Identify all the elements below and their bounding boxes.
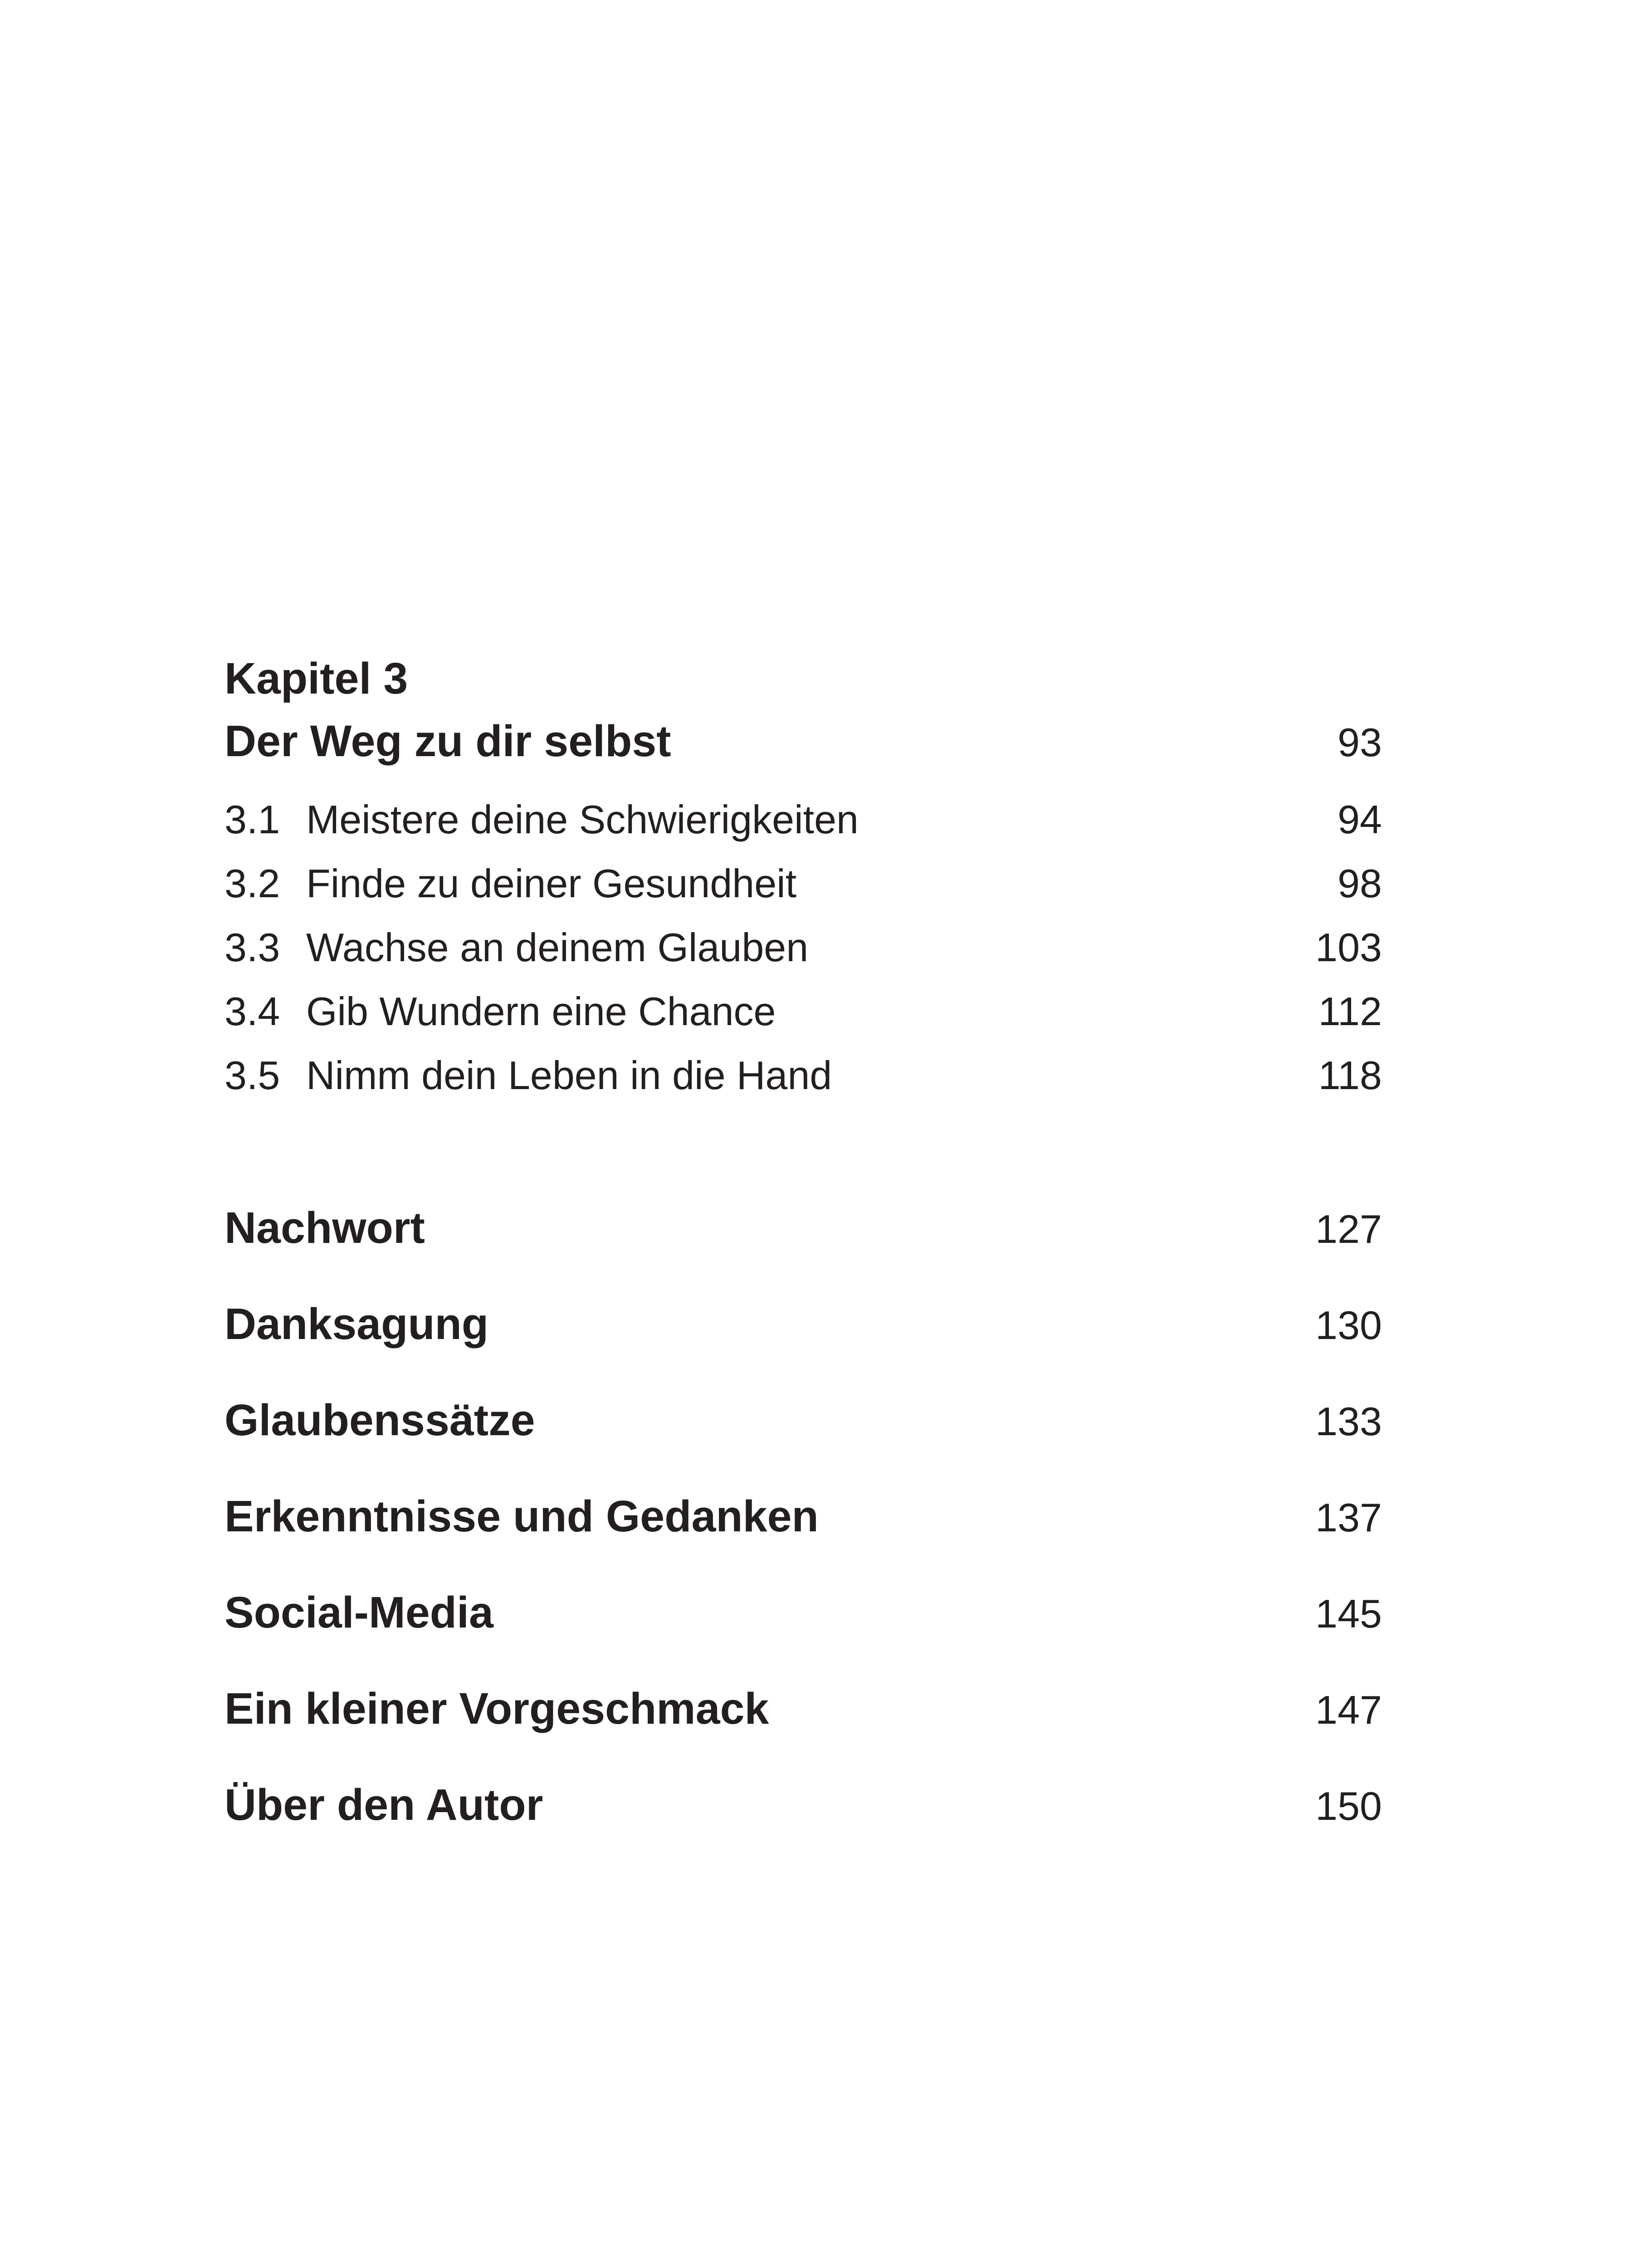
toc-appendix-row xyxy=(225,1299,1382,1349)
toc-appendix-row xyxy=(225,1491,1382,1542)
appendix-page-number: 137 xyxy=(1315,1495,1382,1540)
appendix-page-number: 133 xyxy=(1315,1399,1382,1444)
chapter-title: Der Weg zu dir selbst xyxy=(225,716,671,766)
chapter-label-row xyxy=(225,653,1382,704)
appendix-title: Danksagung xyxy=(225,1299,489,1349)
appendix-page-number: 130 xyxy=(1315,1303,1382,1348)
section-title: Wachse an deinem Glauben xyxy=(306,925,809,970)
appendix-title: Über den Autor xyxy=(225,1780,543,1829)
section-page-number: 98 xyxy=(1338,861,1382,906)
section-page-number: 118 xyxy=(1318,1053,1382,1098)
toc-section-row xyxy=(225,860,1382,907)
section-number: 3.3 xyxy=(225,925,280,970)
toc-appendix-row xyxy=(225,1683,1382,1734)
section-number: 3.1 xyxy=(225,797,280,842)
appendix-title: Erkenntnisse und Gedanken xyxy=(225,1491,819,1541)
section-number: 3.4 xyxy=(225,989,280,1034)
chapter-title-row xyxy=(225,716,1382,767)
section-page-number: 94 xyxy=(1338,797,1382,842)
appendix-page-number: 147 xyxy=(1315,1687,1382,1732)
toc-appendix-row xyxy=(225,1202,1382,1253)
section-entry xyxy=(225,1052,832,1099)
table-of-contents xyxy=(225,0,1382,2268)
appendix-title: Nachwort xyxy=(225,1203,425,1252)
appendix-title: Social-Media xyxy=(225,1588,493,1637)
toc-appendix-row xyxy=(225,1779,1382,1830)
section-entry xyxy=(225,988,776,1035)
toc-section-row xyxy=(225,1052,1382,1099)
appendix-page-number: 127 xyxy=(1315,1207,1382,1251)
appendix-title: Glaubenssätze xyxy=(225,1395,535,1445)
section-page-number: 112 xyxy=(1318,989,1382,1034)
section-entry xyxy=(225,797,859,843)
section-number: 3.5 xyxy=(225,1053,280,1098)
section-title: Meistere deine Schwierigkeiten xyxy=(306,797,859,842)
toc-section-row xyxy=(225,797,1382,843)
toc-section-row xyxy=(225,988,1382,1035)
section-entry xyxy=(225,860,796,907)
appendix-page-number: 150 xyxy=(1315,1784,1382,1828)
section-title: Finde zu deiner Gesundheit xyxy=(306,861,797,906)
section-number: 3.2 xyxy=(225,861,280,906)
toc-appendix-row xyxy=(225,1587,1382,1638)
appendix-page-number: 145 xyxy=(1315,1591,1382,1636)
toc-appendix-row xyxy=(225,1395,1382,1446)
chapter-page-number: 93 xyxy=(1338,720,1382,765)
toc-section-row xyxy=(225,924,1382,971)
section-entry xyxy=(225,924,808,971)
appendix-title: Ein kleiner Vorgeschmack xyxy=(225,1684,769,1733)
section-page-number: 103 xyxy=(1315,925,1382,970)
section-title: Nimm dein Leben in die Hand xyxy=(306,1053,832,1098)
chapter-label: Kapitel 3 xyxy=(225,654,408,703)
section-title: Gib Wundern eine Chance xyxy=(306,989,776,1034)
